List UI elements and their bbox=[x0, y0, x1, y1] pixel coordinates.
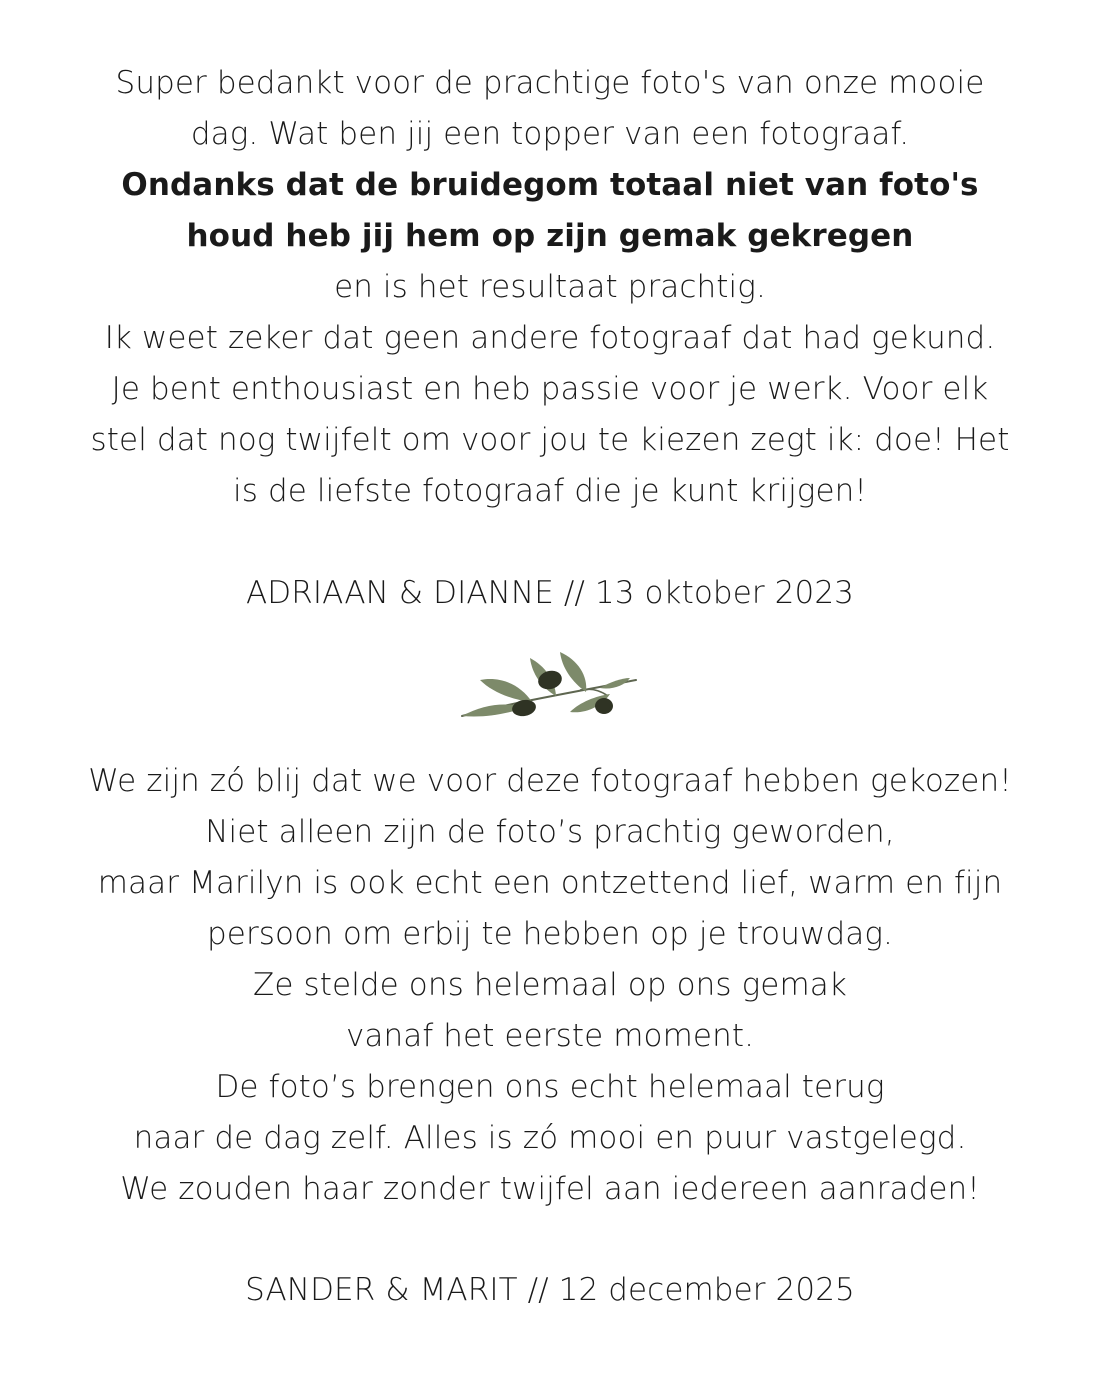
olive-branch-icon bbox=[460, 648, 640, 722]
review-2-line-4: persoon om erbij te hebben op je trouwdag. bbox=[207, 916, 893, 952]
review-2-signature-text: SANDER & MARIT // 12 december 2025 bbox=[245, 1272, 855, 1308]
review-2-line-7: De foto’s brengen ons echt helemaal terug bbox=[215, 1069, 885, 1105]
review-2-line-6: vanaf het eerste moment. bbox=[345, 1018, 755, 1054]
review-text-2 bbox=[0, 756, 1100, 1215]
review-1-line-7: Je bent enthousiast en heb passie voor je werk. Voor elk bbox=[111, 371, 989, 407]
review-1-line-3: Ondanks dat de bruidegom totaal niet van foto's bbox=[121, 167, 979, 203]
review-1-line-9: is de liefste fotograaf die je kunt krijgen! bbox=[233, 473, 867, 509]
review-1-signature-text: ADRIAAN & DIANNE // 13 oktober 2023 bbox=[246, 575, 854, 611]
review-1-line-6: Ik weet zeker dat geen andere fotograaf dat had gekund. bbox=[104, 320, 996, 356]
review-1-line-1: Super bedankt voor de prachtige foto's van onze mooie bbox=[115, 65, 985, 101]
review-2-line-2: Niet alleen zijn de foto’s prachtig geworden, bbox=[205, 814, 895, 850]
review-2-signature bbox=[0, 1265, 1100, 1316]
review-1-line-2: dag. Wat ben jij een topper van een fotograaf. bbox=[190, 116, 910, 152]
review-2-line-1: We zijn zó blij dat we voor deze fotograaf hebben gekozen! bbox=[88, 763, 1012, 799]
review-2-line-9: We zouden haar zonder twijfel aan iedereen aanraden! bbox=[120, 1171, 980, 1207]
review-2-line-3: maar Marilyn is ook echt een ontzettend lief, warm en fijn bbox=[97, 865, 1003, 901]
review-text-1 bbox=[0, 58, 1100, 517]
review-1-line-4: houd heb jij hem op zijn gemak gekregen bbox=[186, 218, 914, 254]
review-2-line-8: naar de dag zelf. Alles is zó mooi en puur vastgelegd. bbox=[133, 1120, 967, 1156]
review-1-line-8: stel dat nog twijfelt om voor jou te kiezen zegt ik: doe! Het bbox=[90, 422, 1010, 458]
review-1-signature bbox=[0, 568, 1100, 619]
review-2-line-5: Ze stelde ons helemaal op ons gemak bbox=[253, 967, 847, 1003]
review-1-line-5: en is het resultaat prachtig. bbox=[334, 269, 766, 305]
